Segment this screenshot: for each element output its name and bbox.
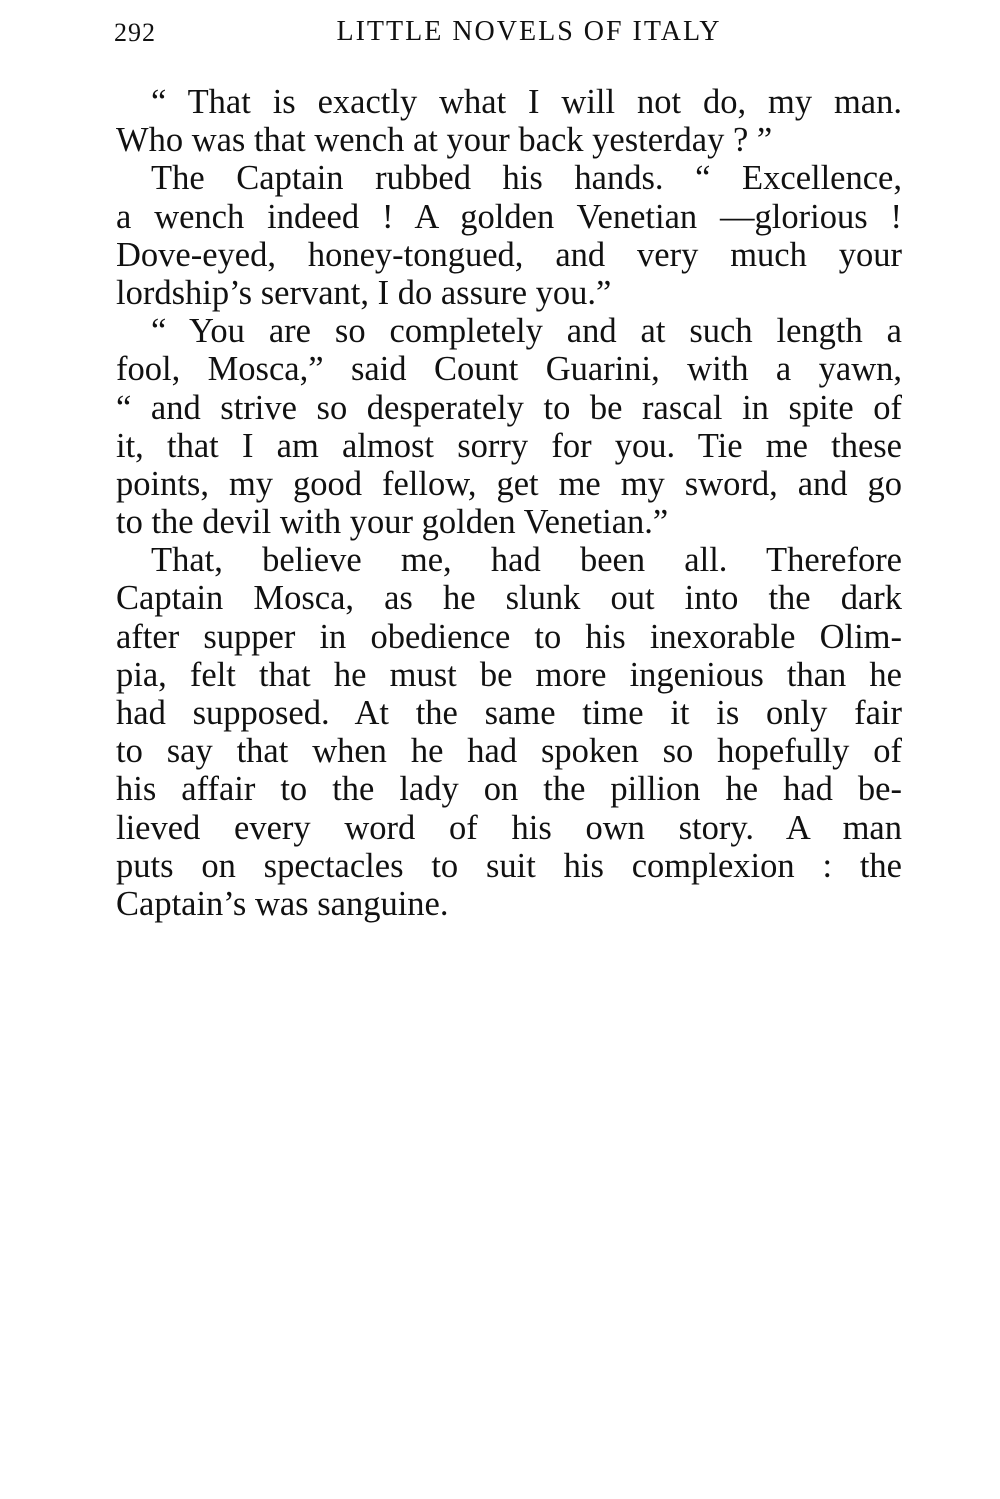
- text-line: fool, Mosca,” said Count Guarini, with a yawn,: [116, 350, 902, 389]
- body-text: [116, 83, 902, 923]
- text-line: puts on spectacles to suit his complexion : the: [116, 846, 902, 885]
- running-head: [114, 14, 904, 50]
- text-line: after supper in obedience to his inexorable Olim-: [116, 617, 902, 656]
- text-line: had supposed. At the same time it is only fair: [116, 694, 902, 732]
- text-line: “ and strive so desperately to be rascal in spite of: [116, 388, 902, 427]
- text-line: lordship’s servant, I do assure you.”: [116, 273, 612, 312]
- text-line: The Captain rubbed his hands. “ Excellence,: [151, 159, 902, 198]
- text-line: Captain’s was sanguine.: [116, 884, 449, 923]
- text-line: it, that I am almost sorry for you. Tie me these: [116, 426, 902, 465]
- text-line: “ That is exactly what I will not do, my man.: [151, 83, 902, 121]
- text-line: to say that when he had spoken so hopefully of: [116, 732, 902, 771]
- text-line: Who was that wench at your back yesterday ? ”: [116, 121, 773, 160]
- text-line: “ You are so completely and at such length a: [151, 312, 902, 351]
- text-line: Dove-eyed, honey-tongued, and very much your: [116, 235, 902, 274]
- running-title: LITTLE NOVELS OF ITALY: [336, 16, 722, 47]
- text-line: a wench indeed ! A golden Venetian —glorious !: [116, 197, 902, 236]
- text-line: That, believe me, had been all. Therefore: [151, 541, 902, 580]
- text-line: pia, felt that he must be more ingenious than he: [116, 655, 902, 694]
- text-line: Captain Mosca, as he slunk out into the dark: [116, 579, 902, 618]
- text-line: points, my good fellow, get me my sword, and go: [116, 464, 902, 503]
- text-line: lieved every word of his own story. A man: [116, 808, 902, 847]
- text-line: to the devil with your golden Venetian.”: [116, 503, 669, 542]
- text-line: his affair to the lady on the pillion he had be-: [116, 770, 902, 809]
- page-number: 292: [114, 18, 156, 47]
